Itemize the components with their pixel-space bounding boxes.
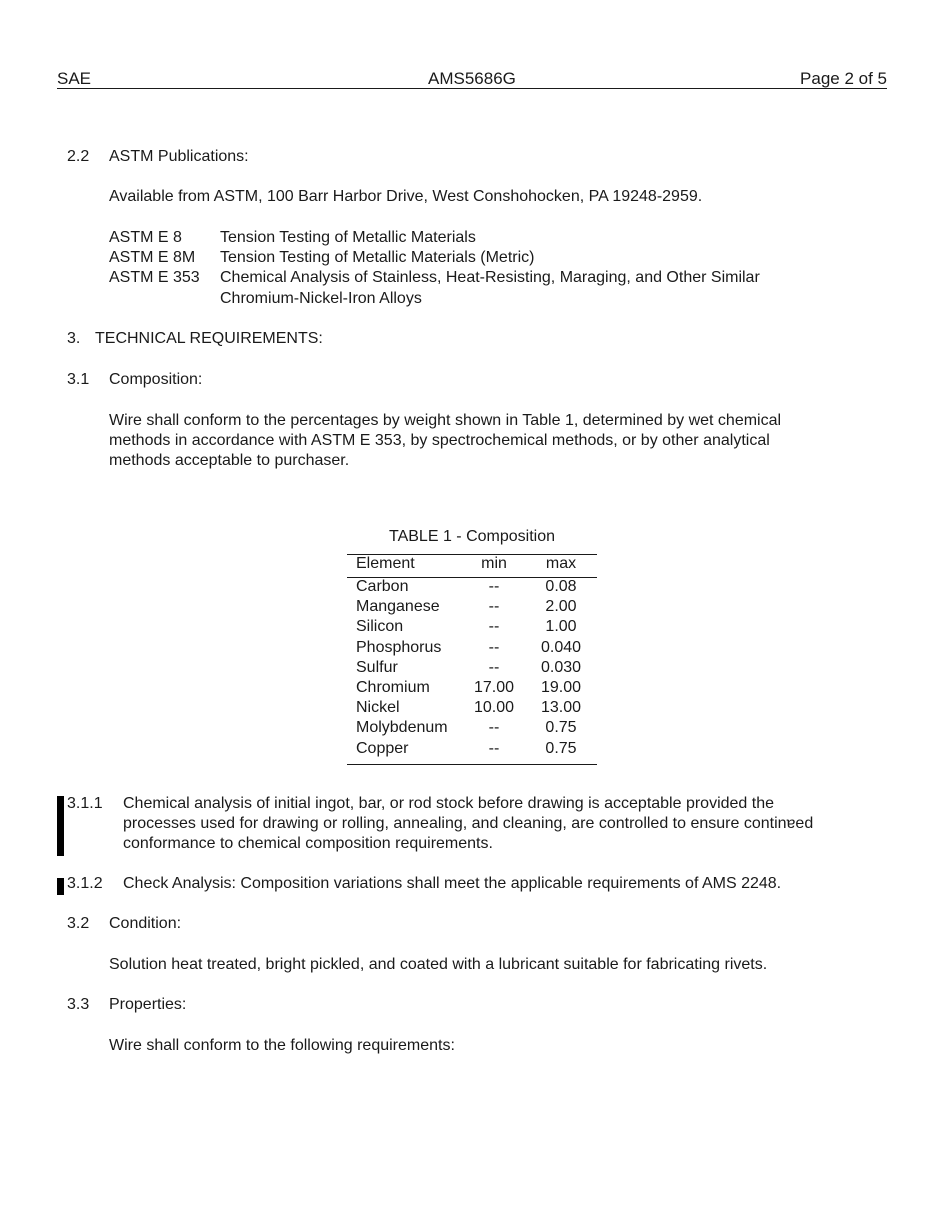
section-3-3-number: 3.3 xyxy=(67,996,90,1013)
header-left: SAE xyxy=(57,69,92,88)
section-3-2-title: Condition: xyxy=(109,915,182,932)
section-3-1-body-line: Wire shall conform to the percentages by weight shown in Table 1, determined by wet chemical xyxy=(109,412,782,429)
section-2-2-title: ASTM Publications: xyxy=(109,148,249,165)
section-3-1-1-number: 3.1.1 xyxy=(67,795,103,812)
header-center: AMS5686G xyxy=(428,69,516,88)
table-cell-element: Molybdenum xyxy=(356,719,448,736)
table-cell-min: -- xyxy=(488,719,500,736)
header-rule xyxy=(57,88,887,89)
section-3-2-body: Solution heat treated, bright pickled, and coated with a lubricant suitable for fabricating rivets. xyxy=(109,956,768,973)
section-3-3-body: Wire shall conform to the following requirements: xyxy=(109,1037,455,1054)
table-cell-max: 0.08 xyxy=(545,578,577,595)
table-cell-element: Manganese xyxy=(356,598,440,615)
section-3-1-number: 3.1 xyxy=(67,371,90,388)
section-3-1-2-body: Check Analysis: Composition variations shall meet the applicable requirements of AMS 2248. xyxy=(123,875,782,892)
change-bar xyxy=(57,796,64,856)
table-cell-min: 17.00 xyxy=(473,679,515,696)
ref-code: ASTM E 8M xyxy=(109,249,196,266)
change-bar xyxy=(57,878,64,895)
table-cell-min: -- xyxy=(488,639,500,656)
table-cell-element: Phosphorus xyxy=(356,639,442,656)
section-3-2-number: 3.2 xyxy=(67,915,90,932)
table-cell-min: -- xyxy=(488,740,500,757)
table-header-max: max xyxy=(545,555,577,572)
ref-title-continuation: Chromium-Nickel-Iron Alloys xyxy=(220,290,422,307)
table-cell-max: 1.00 xyxy=(545,618,577,635)
table-cell-min: 10.00 xyxy=(473,699,515,716)
table-cell-min: -- xyxy=(488,618,500,635)
ref-title: Tension Testing of Metallic Materials xyxy=(220,229,476,246)
ref-title: Tension Testing of Metallic Materials (Metric) xyxy=(220,249,535,266)
table-cell-element: Carbon xyxy=(356,578,409,595)
section-3-1-body-line: methods in accordance with ASTM E 353, by spectrochemical methods, or by other analytical xyxy=(109,432,770,449)
table-cell-element: Copper xyxy=(356,740,409,757)
table-cell-max: 13.00 xyxy=(540,699,582,716)
section-3-1-2-number: 3.1.2 xyxy=(67,875,103,892)
table-bottom-rule xyxy=(347,764,597,765)
table-cell-min: -- xyxy=(488,598,500,615)
table-cell-element: Sulfur xyxy=(356,659,398,676)
table-cell-element: Chromium xyxy=(356,679,430,696)
table-cell-element: Silicon xyxy=(356,618,404,635)
section-3-1-1-body-line: Chemical analysis of initial ingot, bar, or rod stock before drawing is acceptable provided the xyxy=(123,795,775,812)
ref-code: ASTM E 353 xyxy=(109,269,200,286)
section-3-title: TECHNICAL REQUIREMENTS: xyxy=(95,330,323,347)
header-right: Page 2 of 5 xyxy=(800,69,887,88)
section-3-1-title: Composition: xyxy=(109,371,203,388)
section-3-1-1-body-line: processes used for drawing or rolling, annealing, and cleaning, are controlled to ensure continɐed xyxy=(123,815,814,832)
ref-title: Chemical Analysis of Stainless, Heat-Resisting, Maraging, and Other Similar xyxy=(220,269,760,286)
table-cell-max: 0.75 xyxy=(545,719,577,736)
section-3-number: 3. xyxy=(67,330,81,347)
section-3-1-1-body-line: conformance to chemical composition requirements. xyxy=(123,835,493,852)
section-3-1-body-line: methods acceptable to purchaser. xyxy=(109,452,350,469)
table-cell-min: -- xyxy=(488,659,500,676)
section-2-2-number: 2.2 xyxy=(67,148,90,165)
table-title: TABLE 1 - Composition xyxy=(389,528,555,545)
ref-code: ASTM E 8 xyxy=(109,229,182,246)
table-cell-max: 0.040 xyxy=(540,639,582,656)
table-cell-max: 0.030 xyxy=(540,659,582,676)
table-cell-element: Nickel xyxy=(356,699,400,716)
table-cell-max: 0.75 xyxy=(545,740,577,757)
table-cell-min: -- xyxy=(488,578,500,595)
table-cell-max: 19.00 xyxy=(540,679,582,696)
table-header-element: Element xyxy=(356,555,415,572)
section-2-2-availability: Available from ASTM, 100 Barr Harbor Drive, West Conshohocken, PA 19248-2959. xyxy=(109,188,703,205)
table-header-min: min xyxy=(481,555,507,572)
table-cell-max: 2.00 xyxy=(545,598,577,615)
section-3-3-title: Properties: xyxy=(109,996,187,1013)
